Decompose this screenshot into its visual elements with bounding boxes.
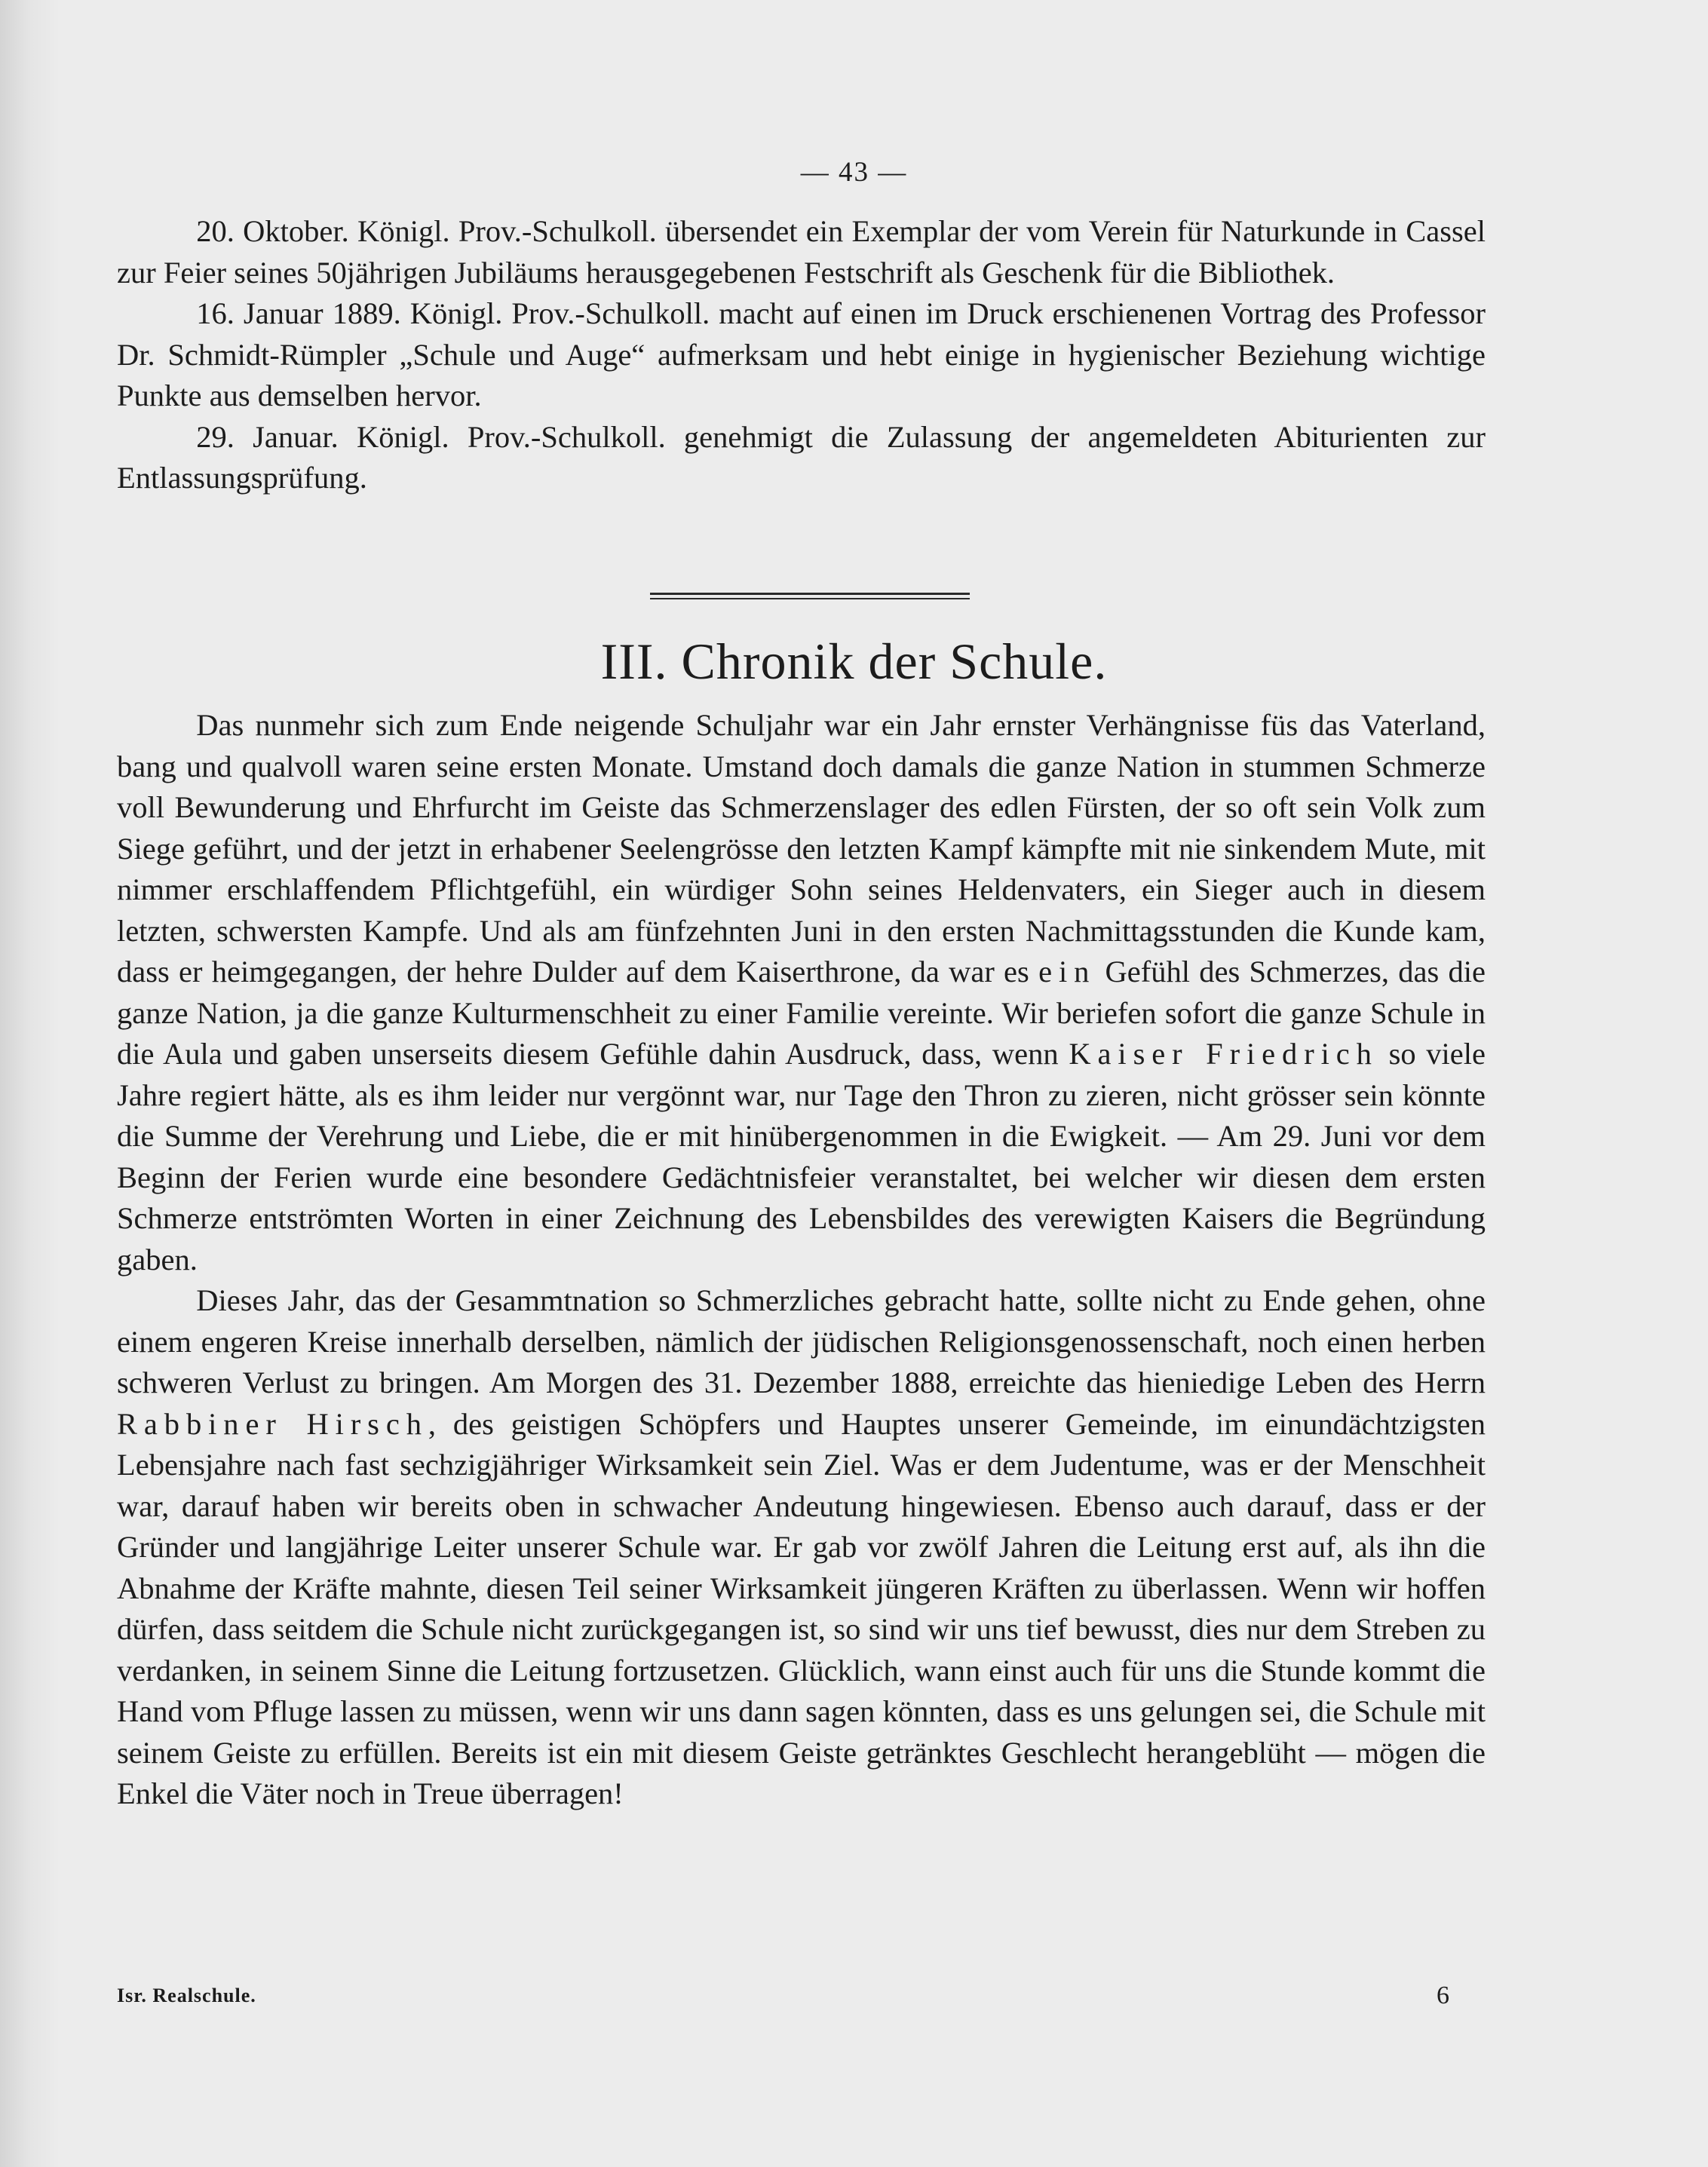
text-run: , des geistigen Schöpfers und Hauptes unserer Gemeinde, im einundächtzigsten Lebensjahre nach fast sechzigjähriger Wirksamkeit sein Ziel. Was er dem Judentume, was er der Menschheit war, darauf haben wir bereits oben in schwacher Andeutung hingewiesen. Ebenso auch darauf, dass er der Gründer und langjährige Leiter unserer Schule war. Er gab vor zwölf Jahren die Leitung erst auf, als ihn die Abnahme der Kräfte mahnte, diesen Teil seiner Wirksamkeit jüngeren Kräften zu überlassen. Wenn wir hoffen dürfen, dass seitdem die Schule nicht zurückgegangen ist, so sind wir uns tief bewusst, dies nur dem Streben zu verdanken, in seinem Sinne die Leitung fortzusetzen. Glücklich, wann einst auch für uns die Stunde kommt die Hand vom Pfluge lassen zu müssen, wenn wir uns dann sagen könnten, dass es uns gelungen sei, die Schule mit seinem Geiste zu erfüllen. Bereits ist ein mit diesem Geiste getränktes Geschlecht herangeblüht — mögen die Enkel die Väter noch in Treue überragen! [117, 1406, 1486, 1810]
page-number: — 43 — [800, 157, 908, 188]
text-run: Gefühl des Schmerzes, das die ganze Nation, ja die ganze Kulturmenschheit zu einer Familie vereinte. Wir beriefen sofort die ganze Schule in die Aula und gaben unserseits diesem Gefühle dahin Ausdruck, dass, wenn [117, 955, 1486, 1071]
footer-signature: Isr. Realschule. [117, 1985, 256, 2006]
chronicle-paragraph [117, 705, 1486, 1280]
section-divider-rule [650, 593, 970, 595]
announcements-block [117, 211, 1486, 499]
section-title: III. Chronik der Schule. [600, 633, 1108, 690]
chronicle-paragraph [117, 1280, 1486, 1815]
text-run: Dieses Jahr, das der Gesammtnation so Schmerzliches gebracht hatte, sollte nicht zu Ende gehen, ohne einem engeren Kreise innerhalb derselben, nämlich der jüdischen Religionsgenossenschaft, noch einen herben schweren Verlust zu bringen. Am Morgen des 31. Dezember 1888, erreichte das hieniedige Leben des Herrn [117, 1283, 1486, 1399]
announcement-paragraph: 16. Januar 1889. Königl. Prov.-Schulkoll. macht auf einen im Druck erschienenen Vortrag des Professor Dr. Schmidt-Rümpler „Schule und Auge“ aufmerksam und hebt einige in hygienischer Beziehung wichtige Punkte aus demselben hervor. [117, 296, 1486, 412]
emphasized-word: ein [1038, 955, 1096, 988]
text-run: so viele Jahre regiert hätte, als es ihm leider nur vergönnt war, nur Tage den Thron zu zieren, nicht grösser sein könnte die Summe der Verehrung und Liebe, die er mit hinübergenommen in die Ewigkeit. — Am 29. Juni vor dem Beginn der Ferien wurde eine besondere Gedächtnisfeier veranstaltet, bei welcher wir diesen dem ersten Schmerze entströmten Worten in einer Zeichnung des Lebensbildes des verewigten Kaisers die Begründung gaben. [117, 1037, 1486, 1277]
chronicle-body [117, 705, 1486, 1815]
emphasized-name: Kaiser Friedrich [1069, 1037, 1378, 1071]
emphasized-name: Rabbiner Hirsch [117, 1406, 428, 1441]
text-run: Das nunmehr sich zum Ende neigende Schuljahr war ein Jahr ernster Verhängnisse füs das Vaterland, bang und qualvoll waren seine ersten Monate. Umstand doch damals die ganze Nation in stummen Schmerze voll Bewunderung und Ehrfurcht im Geiste das Schmerzenslager des edlen Fürsten, der so oft sein Volk zum Siege geführt, und der jetzt in erhabener Seelengrösse den letzten Kampf kämpfte mit nie sinkendem Mute, mit nimmer erschlaffendem Pflichtgefühl, ein würdiger Sohn seines Heldenvaters, ein Sieger auch in diesem letzten, schwersten Kampfe. Und als am fünfzehnten Juni in den ersten Nachmittagsstunden die Kunde kam, dass er heimgegangen, der hehre Dulder auf dem Kaiserthrone, da war es [117, 708, 1486, 988]
footer-sheet-number: 6 [1437, 1982, 1449, 2009]
announcement-paragraph: 20. Oktober. Königl. Prov.-Schulkoll. übersendet ein Exemplar der vom Verein für Naturkunde in Cassel zur Feier seines 50jährigen Jubiläums herausgegebenen Festschrift als Geschenk für die Bibliothek. [117, 214, 1486, 290]
announcement-paragraph: 29. Januar. Königl. Prov.-Schulkoll. genehmigt die Zulassung der angemeldeten Abiturienten zur Entlassungsprüfung. [117, 419, 1486, 495]
section-divider-rule-thin [650, 598, 970, 599]
